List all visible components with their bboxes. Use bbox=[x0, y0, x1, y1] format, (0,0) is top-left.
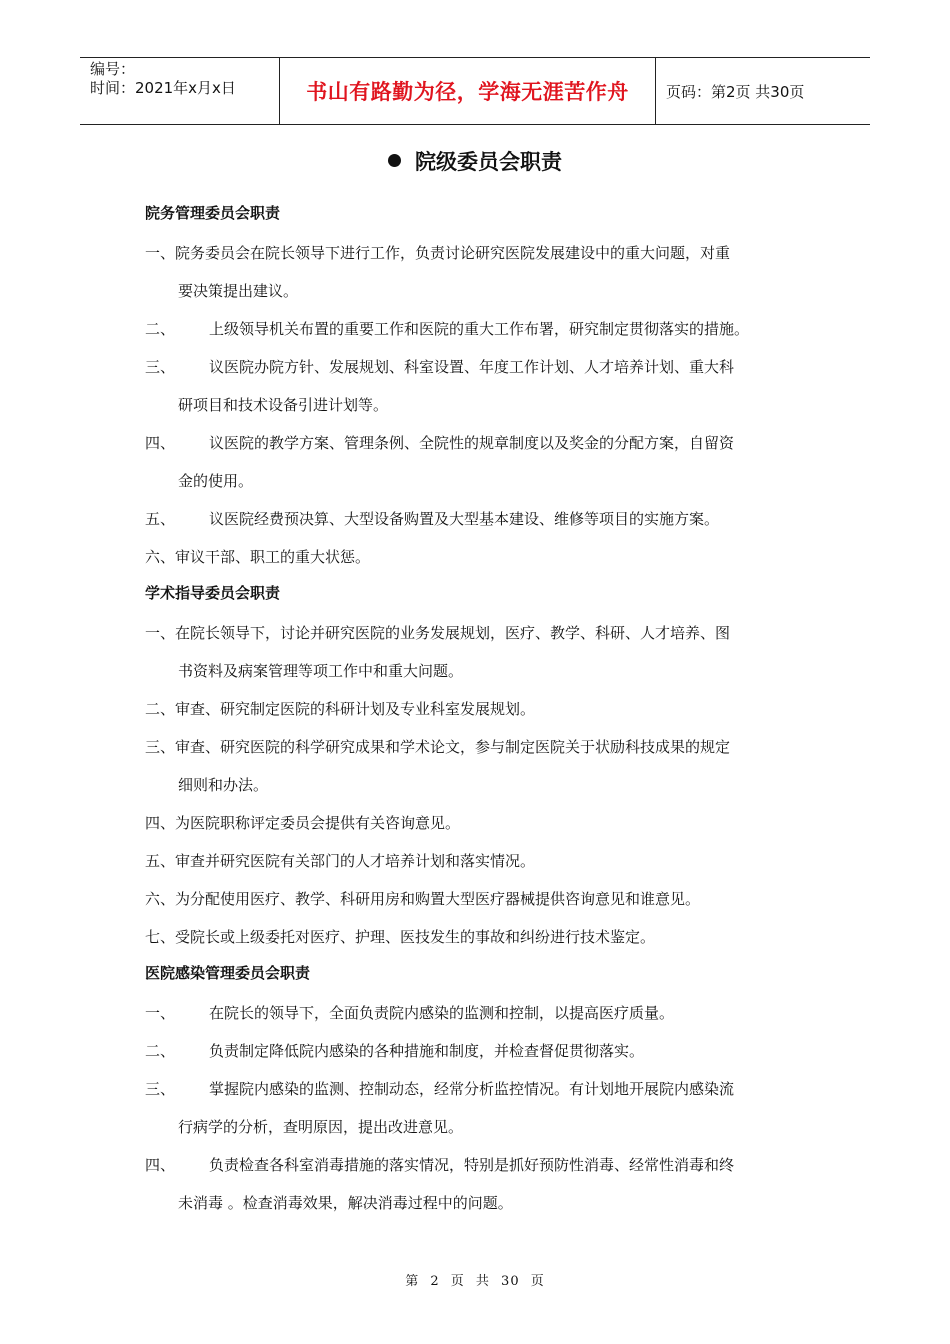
item-continuation-line bbox=[145, 766, 810, 804]
item-continuation-line bbox=[145, 1184, 810, 1222]
item-first-line bbox=[145, 728, 810, 766]
list-item bbox=[145, 538, 810, 576]
list-item bbox=[145, 1070, 810, 1146]
item-number: 二、 bbox=[145, 320, 176, 338]
item-text: 负责制定降低院内感染的各种措施和制度，并检查督促贯彻落实。 bbox=[209, 1042, 645, 1060]
item-number: 一、 bbox=[145, 1004, 176, 1022]
item-number: 六、 bbox=[145, 890, 176, 908]
item-number: 一、 bbox=[145, 624, 176, 642]
item-number: 四、 bbox=[145, 434, 176, 452]
list-item bbox=[145, 234, 810, 310]
item-number: 三、 bbox=[145, 738, 176, 756]
list-item bbox=[145, 1032, 810, 1070]
item-text: 受院长或上级委托对医疗、护理、医技发生的事故和纠纷进行技术鉴定。 bbox=[175, 928, 656, 946]
list-item bbox=[145, 918, 810, 956]
item-first-line bbox=[145, 538, 810, 576]
header-page-info: 页码：第2页 共30页 bbox=[666, 82, 805, 101]
item-first-line bbox=[145, 880, 810, 918]
item-number: 四、 bbox=[145, 814, 176, 832]
item-first-line bbox=[145, 690, 810, 728]
item-text: 书资料及病案管理等项工作中和重大问题。 bbox=[178, 662, 464, 680]
item-text: 在院长领导下，讨论并研究医院的业务发展规划，医疗、教学、科研、人才培养、图 bbox=[175, 624, 731, 642]
item-first-line bbox=[145, 1070, 810, 1108]
section-heading: 医院感染管理委员会职责 bbox=[145, 964, 311, 982]
item-first-line bbox=[145, 1032, 810, 1070]
item-text: 审查并研究医院有关部门的人才培养计划和落实情况。 bbox=[175, 852, 536, 870]
item-text: 金的使用。 bbox=[178, 472, 254, 490]
item-first-line bbox=[145, 310, 810, 348]
item-continuation-line bbox=[145, 272, 810, 310]
document-time: 时间：2021年x月x日 bbox=[90, 79, 236, 97]
list-item bbox=[145, 1146, 810, 1222]
list-item bbox=[145, 424, 810, 500]
item-text: 未消毒 。检查消毒效果，解决消毒过程中的问题。 bbox=[178, 1194, 513, 1212]
item-continuation-line bbox=[145, 462, 810, 500]
item-first-line bbox=[145, 918, 810, 956]
list-item bbox=[145, 842, 810, 880]
item-first-line bbox=[145, 1146, 810, 1184]
item-number: 三、 bbox=[145, 1080, 176, 1098]
document-body bbox=[145, 196, 810, 1222]
list-item bbox=[145, 690, 810, 728]
section-heading: 学术指导委员会职责 bbox=[145, 584, 281, 602]
list-item bbox=[145, 310, 810, 348]
document-title-text: 院级委员会职责 bbox=[415, 150, 562, 174]
item-first-line bbox=[145, 348, 810, 386]
item-text: 审查、研究制定医院的科研计划及专业科室发展规划。 bbox=[175, 700, 536, 718]
item-first-line bbox=[145, 614, 810, 652]
item-text: 行病学的分析，查明原因，提出改进意见。 bbox=[178, 1118, 464, 1136]
item-text: 审查、研究医院的科学研究成果和学术论文，参与制定医院关于状励科技成果的规定 bbox=[175, 738, 731, 756]
item-continuation-line bbox=[145, 652, 810, 690]
list-item bbox=[145, 348, 810, 424]
item-text: 要决策提出建议。 bbox=[178, 282, 299, 300]
item-text: 院务委员会在院长领导下进行工作，负责讨论研究医院发展建设中的重大问题，对重 bbox=[175, 244, 731, 262]
item-text: 研项目和技术设备引进计划等。 bbox=[178, 396, 389, 414]
item-text: 细则和办法。 bbox=[178, 776, 269, 794]
item-first-line bbox=[145, 994, 810, 1032]
list-item bbox=[145, 804, 810, 842]
item-number: 一、 bbox=[145, 244, 176, 262]
item-text: 上级领导机关布置的重要工作和医院的重大工作布署，研究制定贯彻落实的措施。 bbox=[209, 320, 750, 338]
item-number: 五、 bbox=[145, 852, 176, 870]
item-text: 议医院办院方针、发展规划、科室设置、年度工作计划、人才培养计划、重大科 bbox=[209, 358, 735, 376]
item-continuation-line bbox=[145, 1108, 810, 1146]
item-continuation-line bbox=[145, 386, 810, 424]
list-item bbox=[145, 614, 810, 690]
page-header bbox=[80, 57, 870, 125]
item-text: 审议干部、职工的重大状惩。 bbox=[175, 548, 371, 566]
item-text: 议医院的教学方案、管理条例、全院性的规章制度以及奖金的分配方案，自留资 bbox=[209, 434, 735, 452]
header-meta bbox=[80, 58, 280, 124]
section-heading: 院务管理委员会职责 bbox=[145, 204, 281, 222]
item-first-line bbox=[145, 234, 810, 272]
page-footer: 第 2 页 共 30 页 bbox=[405, 1274, 545, 1289]
list-item bbox=[145, 994, 810, 1032]
item-text: 为医院职称评定委员会提供有关咨询意见。 bbox=[175, 814, 461, 832]
list-item bbox=[145, 728, 810, 804]
item-text: 在院长的领导下，全面负责院内感染的监测和控制，以提高医疗质量。 bbox=[209, 1004, 675, 1022]
item-first-line bbox=[145, 842, 810, 880]
item-text: 议医院经费预决算、大型设备购置及大型基本建设、维修等项目的实施方案。 bbox=[209, 510, 720, 528]
item-number: 三、 bbox=[145, 358, 176, 376]
item-text: 为分配使用医疗、教学、科研用房和购置大型医疗器械提供咨询意见和谁意见。 bbox=[175, 890, 701, 908]
document-title bbox=[0, 146, 950, 176]
item-number: 二、 bbox=[145, 700, 176, 718]
item-number: 二、 bbox=[145, 1042, 176, 1060]
document-number-label: 编号： bbox=[90, 60, 136, 78]
item-text: 掌握院内感染的监测、控制动态，经常分析监控情况。有计划地开展院内感染流 bbox=[209, 1080, 735, 1098]
item-text: 负责检查各科室消毒措施的落实情况，特别是抓好预防性消毒、经常性消毒和终 bbox=[209, 1156, 735, 1174]
item-first-line bbox=[145, 424, 810, 462]
item-number: 五、 bbox=[145, 510, 176, 528]
item-number: 六、 bbox=[145, 548, 176, 566]
bullet-icon bbox=[388, 154, 401, 167]
header-motto: 书山有路勤为径，学海无涯苦作舟 bbox=[280, 58, 656, 124]
list-item bbox=[145, 880, 810, 918]
list-item bbox=[145, 500, 810, 538]
item-number: 四、 bbox=[145, 1156, 176, 1174]
item-first-line bbox=[145, 500, 810, 538]
item-first-line bbox=[145, 804, 810, 842]
item-number: 七、 bbox=[145, 928, 176, 946]
